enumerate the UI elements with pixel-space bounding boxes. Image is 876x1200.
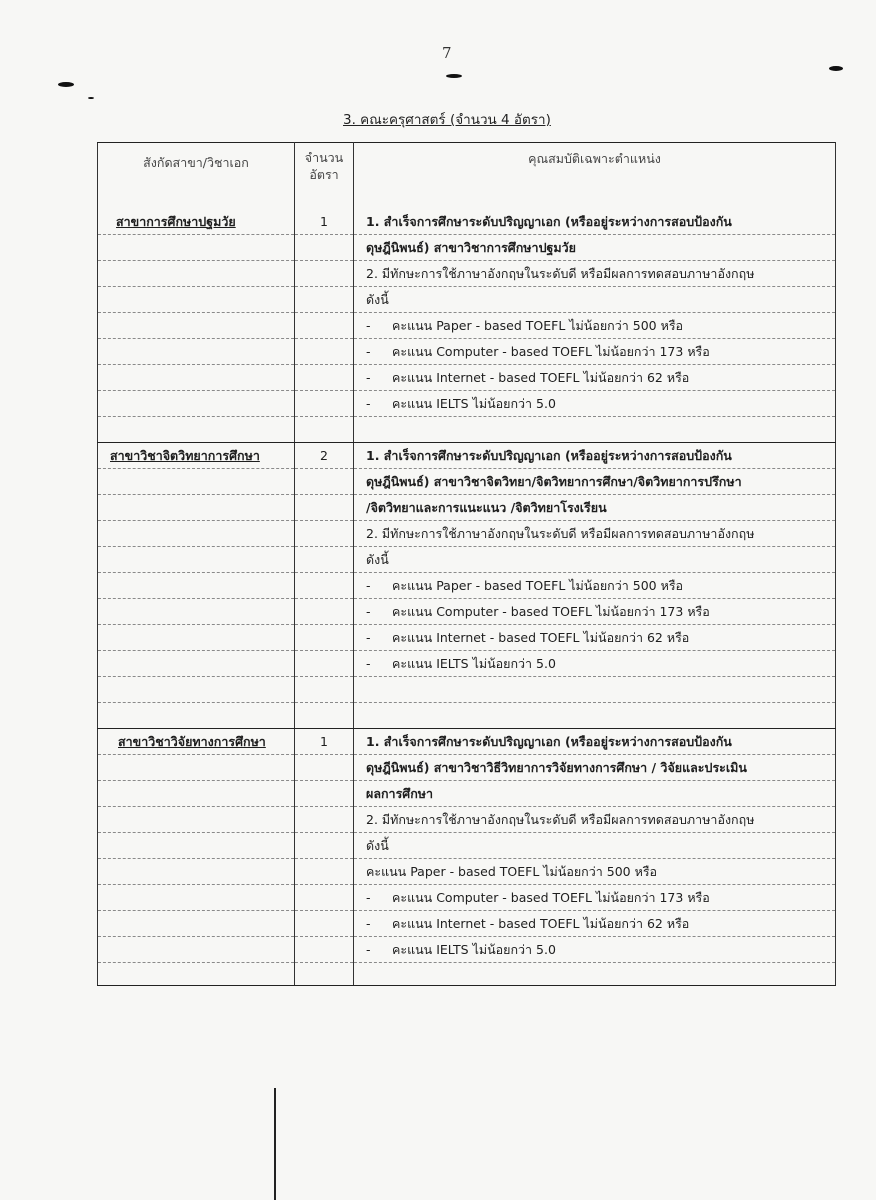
table-row bbox=[98, 677, 836, 703]
table-row bbox=[98, 365, 836, 391]
qualification-line: 2. มีทักษะการใช้ภาษาอังกฤษในระดับดี หรือมีผลการทดสอบภาษาอังกฤษ bbox=[354, 807, 836, 833]
table-row bbox=[98, 833, 836, 859]
table-row bbox=[98, 963, 836, 986]
dash-bullet: - bbox=[366, 369, 371, 385]
score-line: - คะแนน Internet - based TOEFL ไม่น้อยกว่า 62 หรือ bbox=[354, 365, 836, 391]
table-row bbox=[98, 781, 836, 807]
table-row bbox=[98, 287, 836, 313]
qualification-line: 2. มีทักษะการใช้ภาษาอังกฤษในระดับดี หรือมีผลการทดสอบภาษาอังกฤษ bbox=[354, 261, 836, 287]
page-title: 3. คณะครุศาสตร์ (จำนวน 4 อัตรา) bbox=[343, 112, 551, 128]
qualification-line: 1. สำเร็จการศึกษาระดับปริญญาเอก (หรืออยู่ระหว่างการสอบป้องกัน bbox=[354, 209, 836, 235]
dept-name: สาขาการศึกษาปฐมวัย bbox=[98, 209, 295, 235]
qualification-line: 2. มีทักษะการใช้ภาษาอังกฤษในระดับดี หรือมีผลการทดสอบภาษาอังกฤษ bbox=[354, 521, 836, 547]
table-row bbox=[98, 755, 836, 781]
table-row bbox=[98, 807, 836, 833]
dash-bullet: - bbox=[366, 629, 371, 645]
table-row bbox=[98, 261, 836, 287]
score-line: - คะแนน Paper - based TOEFL ไม่น้อยกว่า 500 หรือ bbox=[354, 573, 836, 599]
table-row bbox=[98, 469, 836, 495]
table-row bbox=[98, 651, 836, 677]
table-row bbox=[98, 599, 836, 625]
score-line: - คะแนน Computer - based TOEFL ไม่น้อยกว่า 173 หรือ bbox=[354, 339, 836, 365]
scan-artifact-line bbox=[274, 1088, 276, 1200]
table-row bbox=[98, 417, 836, 443]
table-row bbox=[98, 495, 836, 521]
table-row bbox=[98, 521, 836, 547]
dash-bullet: - bbox=[366, 915, 371, 931]
header-count-line2: อัตรา bbox=[309, 167, 339, 182]
dash-bullet: - bbox=[366, 395, 371, 411]
header-dept: สังกัดสาขา/วิชาเอก bbox=[98, 143, 295, 210]
score-line: - คะแนน IELTS ไม่น้อยกว่า 5.0 bbox=[354, 937, 836, 963]
header-count-line1: จำนวน bbox=[304, 150, 344, 165]
table-row bbox=[98, 911, 836, 937]
score-line: - คะแนน Paper - based TOEFL ไม่น้อยกว่า 500 หรือ bbox=[354, 313, 836, 339]
table-row bbox=[98, 235, 836, 261]
table-row bbox=[98, 573, 836, 599]
position-count: 1 bbox=[295, 729, 354, 755]
dash-bullet: - bbox=[366, 603, 371, 619]
qualification-line: คะแนน Paper - based TOEFL ไม่น้อยกว่า 500 หรือ bbox=[354, 859, 836, 885]
table-row bbox=[98, 313, 836, 339]
dash-bullet: - bbox=[366, 317, 371, 333]
table-row bbox=[98, 209, 836, 235]
qualification-line: ดุษฎีนิพนธ์) สาขาวิชาวิธีวิทยาการวิจัยทางการศึกษา / วิจัยและประเมิน bbox=[354, 755, 836, 781]
dash-bullet: - bbox=[366, 577, 371, 593]
header-qualification: คุณสมบัติเฉพาะตำแหน่ง bbox=[354, 143, 836, 210]
score-line: - คะแนน Internet - based TOEFL ไม่น้อยกว่า 62 หรือ bbox=[354, 625, 836, 651]
dash-bullet: - bbox=[366, 889, 371, 905]
dash-bullet: - bbox=[366, 941, 371, 957]
header-count bbox=[295, 143, 354, 210]
dash-bullet: - bbox=[366, 343, 371, 359]
qualification-line: ผลการศึกษา bbox=[354, 781, 836, 807]
score-line: - คะแนน IELTS ไม่น้อยกว่า 5.0 bbox=[354, 651, 836, 677]
table-row bbox=[98, 391, 836, 417]
dash-bullet: - bbox=[366, 655, 371, 671]
table-row bbox=[98, 937, 836, 963]
scan-speck bbox=[58, 82, 74, 87]
score-line: - คะแนน Internet - based TOEFL ไม่น้อยกว่า 62 หรือ bbox=[354, 911, 836, 937]
table-row bbox=[98, 729, 836, 755]
table-row bbox=[98, 859, 836, 885]
qualification-line: 1. สำเร็จการศึกษาระดับปริญญาเอก (หรืออยู่ระหว่างการสอบป้องกัน bbox=[354, 443, 836, 469]
table-row bbox=[98, 443, 836, 469]
qualification-table bbox=[97, 142, 836, 986]
qualification-line: ดังนี้ bbox=[354, 547, 836, 573]
table-row bbox=[98, 625, 836, 651]
dept-name: สาขาวิชาจิตวิทยาการศึกษา bbox=[98, 443, 295, 469]
score-line: - คะแนน Computer - based TOEFL ไม่น้อยกว่า 173 หรือ bbox=[354, 885, 836, 911]
scan-speck bbox=[446, 74, 462, 78]
table-row bbox=[98, 339, 836, 365]
qualification-line: ดุษฎีนิพนธ์) สาขาวิชาการศึกษาปฐมวัย bbox=[354, 235, 836, 261]
table-row bbox=[98, 885, 836, 911]
scan-speck bbox=[88, 97, 94, 99]
page-number: 7 bbox=[442, 44, 452, 62]
qualification-line: 1. สำเร็จการศึกษาระดับปริญญาเอก (หรืออยู่ระหว่างการสอบป้องกัน bbox=[354, 729, 836, 755]
table-header-row bbox=[98, 143, 836, 210]
table-row bbox=[98, 547, 836, 573]
qualification-line: /จิตวิทยาและการแนะแนว /จิตวิทยาโรงเรียน bbox=[354, 495, 836, 521]
score-line: - คะแนน Computer - based TOEFL ไม่น้อยกว่า 173 หรือ bbox=[354, 599, 836, 625]
dept-name: สาขาวิชาวิจัยทางการศึกษา bbox=[98, 729, 295, 755]
position-count: 2 bbox=[295, 443, 354, 469]
score-line: - คะแนน IELTS ไม่น้อยกว่า 5.0 bbox=[354, 391, 836, 417]
table-row bbox=[98, 703, 836, 729]
qualification-line: ดุษฎีนิพนธ์) สาขาวิชาจิตวิทยา/จิตวิทยาการศึกษา/จิตวิทยาการปรึกษา bbox=[354, 469, 836, 495]
qualification-line: ดังนี้ bbox=[354, 833, 836, 859]
qualification-line: ดังนี้ bbox=[354, 287, 836, 313]
position-count: 1 bbox=[295, 209, 354, 235]
scan-speck bbox=[829, 66, 843, 71]
